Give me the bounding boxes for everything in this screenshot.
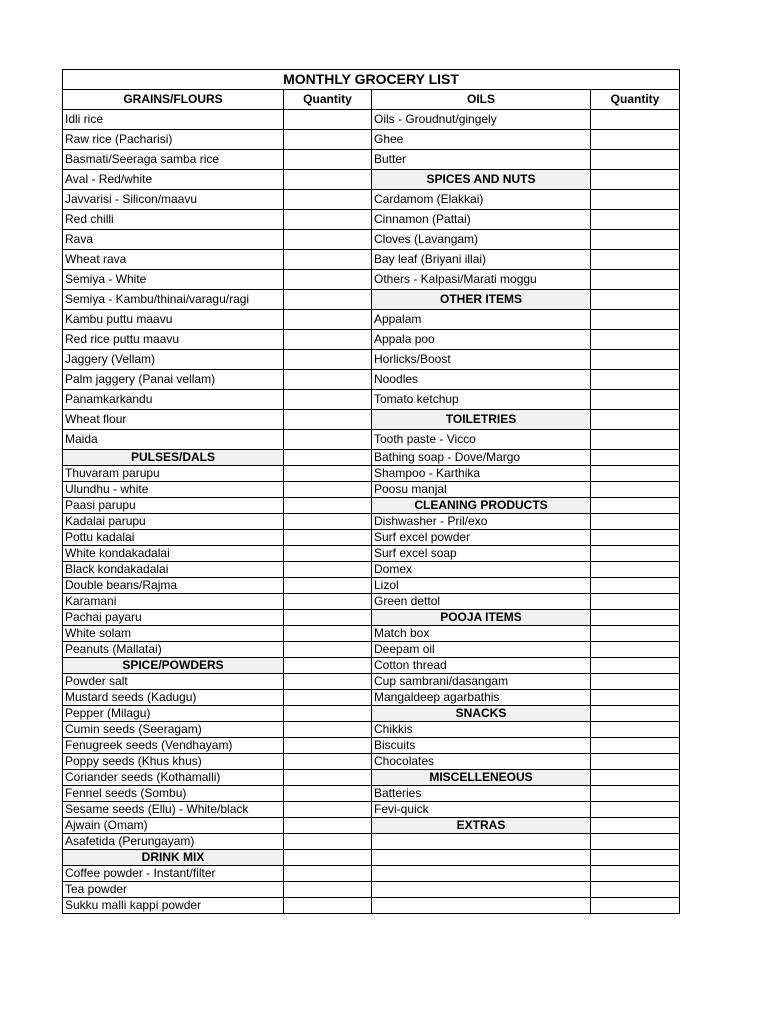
quantity-cell[interactable] bbox=[591, 466, 680, 482]
table-row bbox=[63, 626, 680, 642]
quantity-cell[interactable] bbox=[284, 150, 372, 170]
quantity-cell[interactable] bbox=[591, 350, 680, 370]
table-row bbox=[63, 770, 680, 786]
quantity-cell[interactable] bbox=[284, 170, 372, 190]
item-name-cell: Panamkarkandu bbox=[63, 390, 284, 410]
item-name-cell: Batteries bbox=[372, 786, 591, 802]
item-name-cell: Wheat rava bbox=[63, 250, 284, 270]
section-header: EXTRAS bbox=[372, 818, 591, 834]
section-header: POOJA ITEMS bbox=[372, 610, 591, 626]
quantity-cell[interactable] bbox=[284, 610, 372, 626]
quantity-cell[interactable] bbox=[591, 610, 680, 626]
section-header: SNACKS bbox=[372, 706, 591, 722]
item-name-cell: Appalam bbox=[372, 310, 591, 330]
quantity-cell[interactable] bbox=[591, 482, 680, 498]
item-name-cell: Pepper (Milagu) bbox=[63, 706, 284, 722]
quantity-cell[interactable] bbox=[284, 310, 372, 330]
item-name-cell: Tea powder bbox=[63, 882, 284, 898]
section-header: OTHER ITEMS bbox=[372, 290, 591, 310]
table-row bbox=[63, 834, 680, 850]
quantity-cell[interactable] bbox=[284, 450, 372, 466]
quantity-cell[interactable] bbox=[284, 754, 372, 770]
item-name-cell: Sukku malli kappi powder bbox=[63, 898, 284, 914]
item-name-cell: Tomato ketchup bbox=[372, 390, 591, 410]
item-name-cell: Oils - Groudnut/gingely bbox=[372, 110, 591, 130]
quantity-cell[interactable] bbox=[284, 850, 372, 866]
quantity-cell[interactable] bbox=[591, 546, 680, 562]
quantity-cell[interactable] bbox=[591, 150, 680, 170]
item-name-cell: Cumin seeds (Seeragam) bbox=[63, 722, 284, 738]
table-row bbox=[63, 882, 680, 898]
table-row bbox=[63, 578, 680, 594]
item-name-cell: Palm jaggery (Panai vellam) bbox=[63, 370, 284, 390]
quantity-cell[interactable] bbox=[591, 210, 680, 230]
item-name-cell: Black kondakadalai bbox=[63, 562, 284, 578]
item-name-cell: Match box bbox=[372, 626, 591, 642]
header-left-quantity: Quantity bbox=[284, 90, 372, 110]
quantity-cell[interactable] bbox=[284, 594, 372, 610]
quantity-cell[interactable] bbox=[284, 290, 372, 310]
quantity-cell[interactable] bbox=[284, 350, 372, 370]
item-cell-empty[interactable] bbox=[372, 866, 591, 882]
item-name-cell: Lizol bbox=[372, 578, 591, 594]
item-name-cell: Shampoo - Karthika bbox=[372, 466, 591, 482]
table-row bbox=[63, 530, 680, 546]
item-name-cell: Others - Kalpasi/Marati moggu bbox=[372, 270, 591, 290]
item-name-cell: Thuvaram parupu bbox=[63, 466, 284, 482]
item-name-cell: Pachai payaru bbox=[63, 610, 284, 626]
quantity-cell[interactable] bbox=[284, 530, 372, 546]
header-row bbox=[63, 90, 680, 110]
quantity-cell[interactable] bbox=[284, 738, 372, 754]
quantity-cell[interactable] bbox=[591, 594, 680, 610]
quantity-cell[interactable] bbox=[284, 546, 372, 562]
quantity-cell[interactable] bbox=[284, 482, 372, 498]
item-name-cell: Pottu kadalai bbox=[63, 530, 284, 546]
item-name-cell: Wheat flour bbox=[63, 410, 284, 430]
quantity-cell[interactable] bbox=[591, 674, 680, 690]
item-name-cell: Appala poo bbox=[372, 330, 591, 350]
quantity-cell[interactable] bbox=[284, 722, 372, 738]
item-name-cell: Rava bbox=[63, 230, 284, 250]
table-row bbox=[63, 350, 680, 370]
table-row bbox=[63, 658, 680, 674]
quantity-cell[interactable] bbox=[591, 690, 680, 706]
quantity-cell[interactable] bbox=[284, 562, 372, 578]
item-name-cell: Cup sambrani/dasangam bbox=[372, 674, 591, 690]
table-row bbox=[63, 270, 680, 290]
quantity-cell[interactable] bbox=[284, 370, 372, 390]
quantity-cell[interactable] bbox=[284, 110, 372, 130]
table-row bbox=[63, 594, 680, 610]
table-row bbox=[63, 898, 680, 914]
section-header: MISCELLENEOUS bbox=[372, 770, 591, 786]
item-name-cell: Biscuits bbox=[372, 738, 591, 754]
table-row bbox=[63, 430, 680, 450]
header-oils: OILS bbox=[372, 90, 591, 110]
quantity-cell[interactable] bbox=[284, 514, 372, 530]
item-name-cell: Karamani bbox=[63, 594, 284, 610]
quantity-cell[interactable] bbox=[591, 642, 680, 658]
table-row bbox=[63, 410, 680, 430]
quantity-cell[interactable] bbox=[591, 190, 680, 210]
table-row bbox=[63, 190, 680, 210]
quantity-cell[interactable] bbox=[591, 802, 680, 818]
quantity-cell[interactable] bbox=[284, 330, 372, 350]
item-name-cell: Poppy seeds (Khus khus) bbox=[63, 754, 284, 770]
quantity-cell[interactable] bbox=[284, 706, 372, 722]
quantity-cell[interactable] bbox=[284, 410, 372, 430]
table-row bbox=[63, 482, 680, 498]
table-row bbox=[63, 850, 680, 866]
item-name-cell: Fennel seeds (Sombu) bbox=[63, 786, 284, 802]
item-name-cell: Jaggery (Vellam) bbox=[63, 350, 284, 370]
table-row bbox=[63, 210, 680, 230]
header-right-quantity: Quantity bbox=[591, 90, 680, 110]
table-row bbox=[63, 498, 680, 514]
table-row bbox=[63, 250, 680, 270]
item-name-cell: Tooth paste - Vicco bbox=[372, 430, 591, 450]
table-row bbox=[63, 514, 680, 530]
quantity-cell[interactable] bbox=[591, 738, 680, 754]
table-row bbox=[63, 674, 680, 690]
item-cell-empty[interactable] bbox=[372, 850, 591, 866]
item-name-cell: Noodles bbox=[372, 370, 591, 390]
table-row bbox=[63, 110, 680, 130]
item-name-cell: Idli rice bbox=[63, 110, 284, 130]
quantity-cell[interactable] bbox=[591, 722, 680, 738]
item-name-cell: Kambu puttu maavu bbox=[63, 310, 284, 330]
quantity-cell[interactable] bbox=[591, 498, 680, 514]
item-name-cell: Maida bbox=[63, 430, 284, 450]
quantity-cell[interactable] bbox=[591, 658, 680, 674]
item-name-cell: Poosu manjal bbox=[372, 482, 591, 498]
quantity-cell[interactable] bbox=[591, 754, 680, 770]
item-name-cell: Butter bbox=[372, 150, 591, 170]
item-name-cell: Coffee powder - Instant/filter bbox=[63, 866, 284, 882]
item-name-cell: Ajwain (Omam) bbox=[63, 818, 284, 834]
quantity-cell[interactable] bbox=[284, 898, 372, 914]
quantity-cell[interactable] bbox=[591, 562, 680, 578]
item-name-cell: White kondakadalai bbox=[63, 546, 284, 562]
item-name-cell: Surf excel soap bbox=[372, 546, 591, 562]
item-name-cell: Cardamom (Elakkai) bbox=[372, 190, 591, 210]
item-name-cell: Mustard seeds (Kadugu) bbox=[63, 690, 284, 706]
table-row bbox=[63, 130, 680, 150]
quantity-cell[interactable] bbox=[284, 430, 372, 450]
item-name-cell: Mangaldeep agarbathis bbox=[372, 690, 591, 706]
quantity-cell[interactable] bbox=[284, 626, 372, 642]
quantity-cell[interactable] bbox=[284, 866, 372, 882]
quantity-cell[interactable] bbox=[591, 786, 680, 802]
item-name-cell: Horlicks/Boost bbox=[372, 350, 591, 370]
quantity-cell[interactable] bbox=[284, 250, 372, 270]
quantity-cell[interactable] bbox=[284, 802, 372, 818]
item-name-cell: Asafetida (Perungayam) bbox=[63, 834, 284, 850]
item-name-cell: Domex bbox=[372, 562, 591, 578]
quantity-cell[interactable] bbox=[591, 450, 680, 466]
item-name-cell: Coriander seeds (Kothamalli) bbox=[63, 770, 284, 786]
table-row bbox=[63, 802, 680, 818]
item-name-cell: Paasi parupu bbox=[63, 498, 284, 514]
table-row bbox=[63, 390, 680, 410]
table-row bbox=[63, 642, 680, 658]
quantity-cell[interactable] bbox=[591, 410, 680, 430]
quantity-cell[interactable] bbox=[591, 818, 680, 834]
quantity-cell[interactable] bbox=[284, 786, 372, 802]
item-name-cell: Green dettol bbox=[372, 594, 591, 610]
quantity-cell[interactable] bbox=[591, 578, 680, 594]
quantity-cell[interactable] bbox=[591, 370, 680, 390]
table-row bbox=[63, 754, 680, 770]
sheet-title: MONTHLY GROCERY LIST bbox=[63, 70, 680, 90]
item-name-cell: Ulundhu - white bbox=[63, 482, 284, 498]
quantity-cell[interactable] bbox=[591, 250, 680, 270]
section-header: SPICES AND NUTS bbox=[372, 170, 591, 190]
title-row bbox=[63, 70, 680, 90]
item-name-cell: Cotton thread bbox=[372, 658, 591, 674]
item-name-cell: Powder salt bbox=[63, 674, 284, 690]
quantity-cell[interactable] bbox=[284, 498, 372, 514]
table-row bbox=[63, 546, 680, 562]
item-name-cell: Chikkis bbox=[372, 722, 591, 738]
quantity-cell[interactable] bbox=[591, 514, 680, 530]
quantity-cell[interactable] bbox=[284, 210, 372, 230]
item-name-cell: Raw rice (Pacharisi) bbox=[63, 130, 284, 150]
quantity-cell[interactable] bbox=[284, 230, 372, 250]
quantity-cell[interactable] bbox=[591, 850, 680, 866]
quantity-cell[interactable] bbox=[591, 866, 680, 882]
section-header: TOILETRIES bbox=[372, 410, 591, 430]
item-name-cell: Javvarisi - Silicon/maavu bbox=[63, 190, 284, 210]
table-row bbox=[63, 738, 680, 754]
item-cell-empty[interactable] bbox=[372, 898, 591, 914]
quantity-cell[interactable] bbox=[591, 230, 680, 250]
header-grains-flours: GRAINS/FLOURS bbox=[63, 90, 284, 110]
quantity-cell[interactable] bbox=[591, 430, 680, 450]
quantity-cell[interactable] bbox=[591, 706, 680, 722]
quantity-cell[interactable] bbox=[591, 770, 680, 786]
quantity-cell[interactable] bbox=[284, 674, 372, 690]
quantity-cell[interactable] bbox=[284, 130, 372, 150]
item-name-cell: Aval - Red/white bbox=[63, 170, 284, 190]
section-header: CLEANING PRODUCTS bbox=[372, 498, 591, 514]
table-row bbox=[63, 818, 680, 834]
item-name-cell: Fenugreek seeds (Vendhayam) bbox=[63, 738, 284, 754]
section-header: SPICE/POWDERS bbox=[63, 658, 284, 674]
item-cell-empty[interactable] bbox=[372, 834, 591, 850]
table-row bbox=[63, 230, 680, 250]
item-name-cell: Basmati/Seeraga samba rice bbox=[63, 150, 284, 170]
item-name-cell: Peanuts (Mallatai) bbox=[63, 642, 284, 658]
quantity-cell[interactable] bbox=[284, 466, 372, 482]
quantity-cell[interactable] bbox=[284, 770, 372, 786]
quantity-cell[interactable] bbox=[591, 170, 680, 190]
item-name-cell: Bay leaf (Briyani illai) bbox=[372, 250, 591, 270]
item-name-cell: Kadalai parupu bbox=[63, 514, 284, 530]
quantity-cell[interactable] bbox=[284, 834, 372, 850]
quantity-cell[interactable] bbox=[284, 818, 372, 834]
quantity-cell[interactable] bbox=[284, 390, 372, 410]
item-name-cell: Semiya - Kambu/thinai/varagu/ragi bbox=[63, 290, 284, 310]
table-row bbox=[63, 450, 680, 466]
table-row bbox=[63, 466, 680, 482]
quantity-cell[interactable] bbox=[284, 690, 372, 706]
table-row bbox=[63, 170, 680, 190]
quantity-cell[interactable] bbox=[591, 834, 680, 850]
quantity-cell[interactable] bbox=[591, 882, 680, 898]
item-name-cell: Double beans/Rajma bbox=[63, 578, 284, 594]
quantity-cell[interactable] bbox=[591, 898, 680, 914]
table-row bbox=[63, 330, 680, 350]
item-name-cell: Surf excel powder bbox=[372, 530, 591, 546]
quantity-cell[interactable] bbox=[591, 310, 680, 330]
item-name-cell: Dishwasher - Pril/exo bbox=[372, 514, 591, 530]
item-name-cell: Red rice puttu maavu bbox=[63, 330, 284, 350]
quantity-cell[interactable] bbox=[284, 658, 372, 674]
quantity-cell[interactable] bbox=[591, 270, 680, 290]
table-row bbox=[63, 866, 680, 882]
quantity-cell[interactable] bbox=[591, 530, 680, 546]
item-name-cell: Bathing soap - Dove/Margo bbox=[372, 450, 591, 466]
table-row bbox=[63, 610, 680, 626]
quantity-cell[interactable] bbox=[591, 130, 680, 150]
item-name-cell: Fevi-quick bbox=[372, 802, 591, 818]
item-name-cell: White solam bbox=[63, 626, 284, 642]
item-name-cell: Red chilli bbox=[63, 210, 284, 230]
table-row bbox=[63, 370, 680, 390]
quantity-cell[interactable] bbox=[591, 290, 680, 310]
table-row bbox=[63, 722, 680, 738]
table-row bbox=[63, 290, 680, 310]
item-cell-empty[interactable] bbox=[372, 882, 591, 898]
item-name-cell: Semiya - White bbox=[63, 270, 284, 290]
section-header: DRINK MIX bbox=[63, 850, 284, 866]
table-row bbox=[63, 690, 680, 706]
item-name-cell: Deepam oil bbox=[372, 642, 591, 658]
item-name-cell: Cinnamon (Pattai) bbox=[372, 210, 591, 230]
quantity-cell[interactable] bbox=[591, 626, 680, 642]
quantity-cell[interactable] bbox=[591, 390, 680, 410]
item-name-cell: Chocolates bbox=[372, 754, 591, 770]
quantity-cell[interactable] bbox=[591, 110, 680, 130]
table-row bbox=[63, 786, 680, 802]
grocery-list-table bbox=[62, 69, 680, 914]
quantity-cell[interactable] bbox=[284, 882, 372, 898]
quantity-cell[interactable] bbox=[284, 270, 372, 290]
section-header: PULSES/DALS bbox=[63, 450, 284, 466]
table-row bbox=[63, 562, 680, 578]
item-name-cell: Sesame seeds (Ellu) - White/black bbox=[63, 802, 284, 818]
quantity-cell[interactable] bbox=[284, 642, 372, 658]
quantity-cell[interactable] bbox=[591, 330, 680, 350]
table-row bbox=[63, 310, 680, 330]
quantity-cell[interactable] bbox=[284, 578, 372, 594]
quantity-cell[interactable] bbox=[284, 190, 372, 210]
item-name-cell: Cloves (Lavangam) bbox=[372, 230, 591, 250]
item-name-cell: Ghee bbox=[372, 130, 591, 150]
table-row bbox=[63, 150, 680, 170]
table-row bbox=[63, 706, 680, 722]
